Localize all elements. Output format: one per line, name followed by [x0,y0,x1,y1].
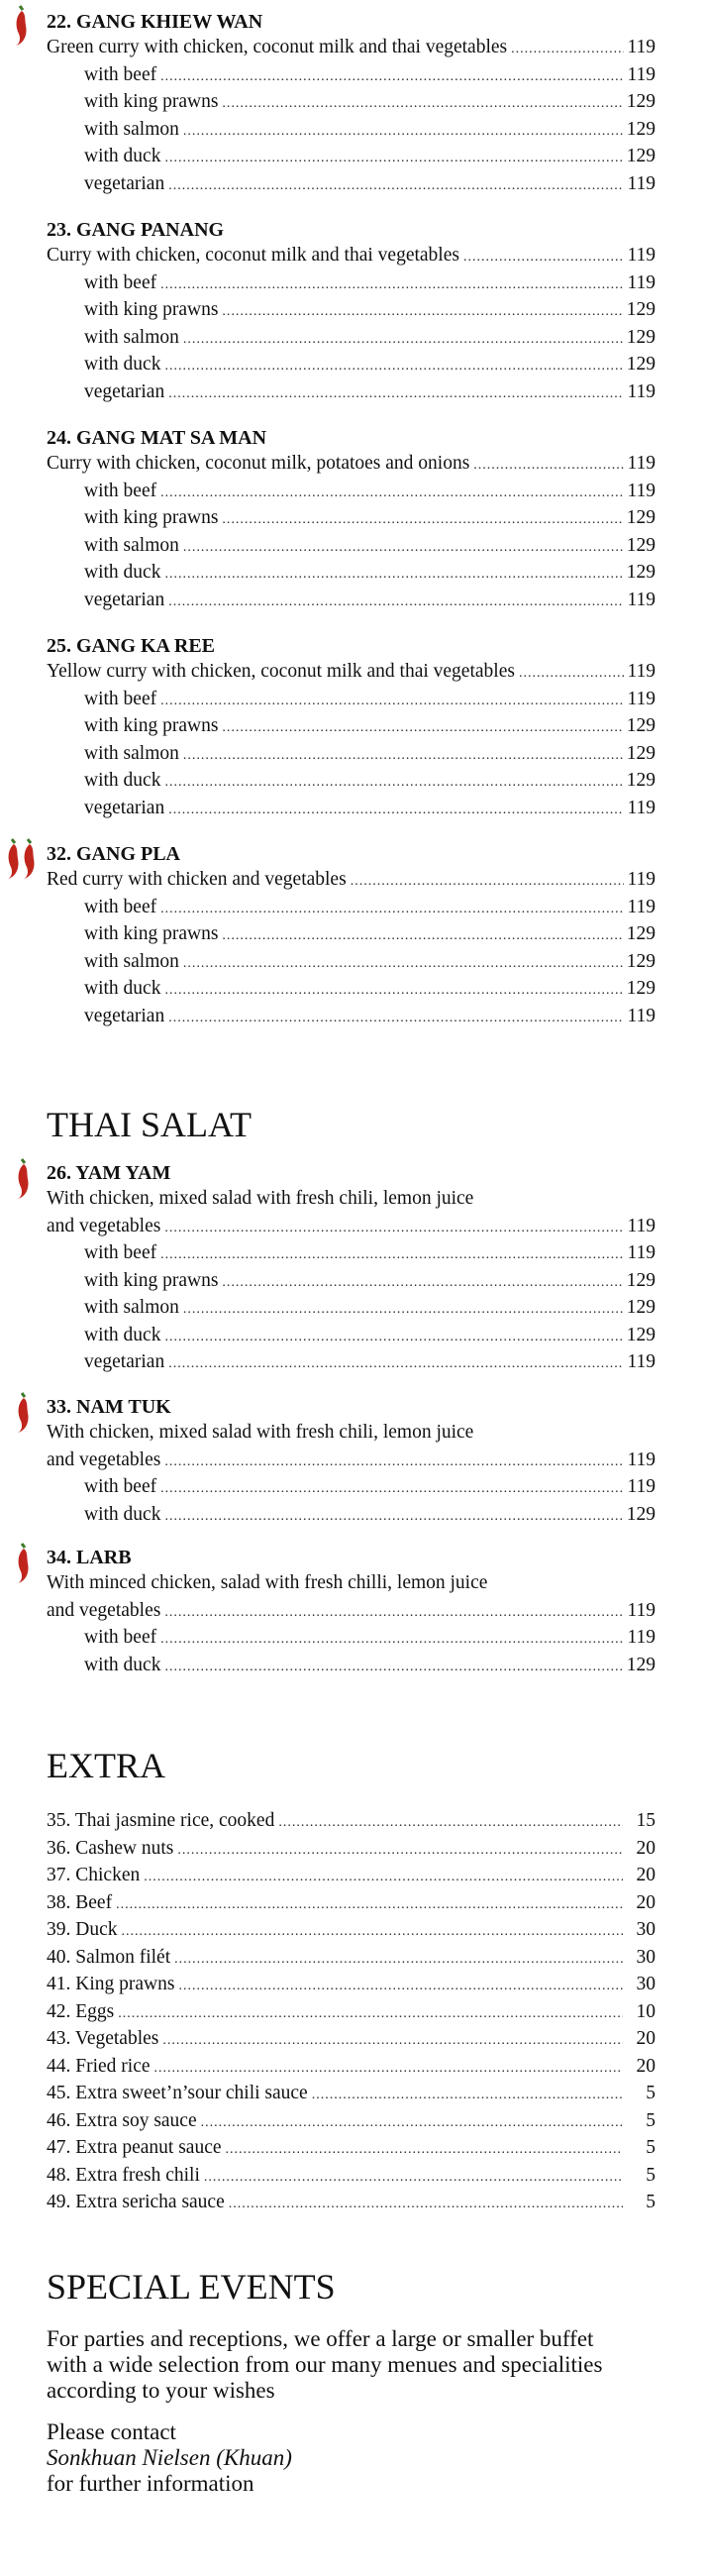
variant-label: with beef [84,1627,157,1648]
variant-label: with duck [84,770,161,791]
extra-item-price: 20 [636,2055,656,2077]
variant-price: 119 [627,271,656,293]
extra-item-label: 49. Extra sericha sauce [47,2192,225,2212]
dish-32 [47,842,656,1029]
variant-price: 129 [626,715,656,736]
extra-item-price: 5 [646,2192,656,2212]
variant-label: with salmon [84,118,179,140]
variant-label: with beef [84,1242,157,1263]
variant-price: 129 [626,299,656,320]
dish-description: Green curry with chicken, coconut milk and thai vegetables [47,37,508,57]
variant-row [47,559,656,587]
extra-item-row [47,2107,656,2135]
dish-description: Curry with chicken, coconut milk, potatoes and onions [47,453,470,474]
variant-label: vegetarian [84,1351,165,1372]
extra-item-label: 46. Extra soy sauce [47,2109,197,2131]
variant-price: 129 [626,742,656,764]
extra-item-label: 48. Extra fresh chili [47,2164,200,2186]
variant-row [47,1652,656,1679]
extra-item-label: 45. Extra sweet’n’sour chili sauce [47,2083,308,2103]
events-block [47,2326,621,2497]
variant-row [47,740,656,768]
variant-price: 129 [626,562,656,583]
variant-row [47,587,656,614]
variant-row [47,795,656,822]
variant-price: 129 [626,1297,656,1318]
dish-price: 119 [627,1215,656,1236]
variant-price: 129 [626,923,656,944]
events-text: For parties and receptions, we offer a large or smaller buffet with a wide selection from our many menues and specialities according to your wishes [47,2326,603,2403]
extra-item-label: 42. Eggs [47,2000,115,2022]
dish-price: 119 [627,453,656,474]
dish-main-row [47,866,656,894]
variant-label: with duck [84,146,161,166]
extra-item-label: 35. Thai jasmine rice, cooked [47,1810,275,1831]
dish-description: With minced chicken, salad with fresh chilli, lemon juice [47,1572,488,1593]
variant-label: vegetarian [84,172,165,194]
extra-item-row [47,2134,656,2162]
variant-price: 129 [626,1654,656,1675]
red-chili-pepper-icon [12,1542,32,1585]
dish-description: With chicken, mixed salad with fresh chili, lemon juice [47,1188,474,1209]
variant-price: 119 [627,797,656,818]
variant-row [47,532,656,560]
variant-row [47,478,656,505]
extra-item-row [47,1944,656,1972]
variant-row [47,143,656,170]
dish-title: 22. GANG KHIEW WAN [47,11,263,33]
extra-item-row [47,1971,656,1998]
variant-price: 119 [627,480,656,501]
variant-price: 129 [626,950,656,972]
dish-34 [47,1546,656,1678]
variant-row [47,324,656,352]
variant-label: with salmon [84,534,179,556]
variant-label: vegetarian [84,1005,165,1026]
dish-price: 119 [627,661,656,682]
variant-price: 129 [626,1269,656,1291]
variant-label: with duck [84,354,161,375]
variant-price: 129 [626,1503,656,1525]
variant-label: with duck [84,562,161,583]
variant-price: 129 [626,146,656,166]
variant-price: 129 [626,1324,656,1345]
extra-item-label: 43. Vegetables [47,2028,159,2049]
variant-row [47,1294,656,1322]
variant-price: 119 [627,1627,656,1648]
dish-title: 34. LARB [47,1547,132,1568]
extra-item-price: 20 [636,1865,656,1885]
dish-description-cont: and vegetables [47,1449,161,1470]
variant-row [47,975,656,1003]
extra-item-price: 15 [636,1810,656,1831]
dish-price: 119 [627,1599,656,1621]
extra-item-label: 37. Chicken [47,1865,141,1885]
red-chili-pepper-icon [12,1391,32,1435]
contact-name: Sonkhuan Nielsen (Khuan) [47,2445,292,2470]
red-chili-pepper-icon [12,1157,32,1201]
dish-title: 24. GANG MAT SA MAN [47,427,267,449]
variant-label: with beef [84,271,157,293]
extra-item-price: 20 [636,1891,656,1913]
extra-item-row [47,1998,656,2026]
variant-price: 129 [626,534,656,556]
dish-24 [47,426,656,613]
variant-price: 129 [626,507,656,528]
variant-row [47,1473,656,1501]
variant-row [47,378,656,406]
dish-main-row [47,1447,656,1474]
dish-description: Red curry with chicken and vegetables [47,869,347,890]
variant-row [47,88,656,116]
variant-price: 129 [626,91,656,112]
dish-description: Yellow curry with chicken, coconut milk and thai vegetables [47,661,515,682]
dish-price: 119 [627,1449,656,1470]
extra-item-row [47,2080,656,2107]
extra-item-label: 36. Cashew nuts [47,1837,174,1859]
variant-row [47,116,656,144]
extra-item-row [47,1889,656,1917]
extra-item-row [47,1835,656,1863]
dish-title: 26. YAM YAM [47,1162,171,1184]
variant-label: with king prawns [84,299,219,320]
variant-price: 119 [627,380,656,402]
extra-item-price: 5 [646,2137,656,2158]
variant-price: 119 [627,1242,656,1263]
variant-label: vegetarian [84,797,165,818]
variant-price: 129 [626,326,656,348]
variant-label: vegetarian [84,589,165,610]
red-chili-pepper-icon [18,837,38,881]
variant-label: with salmon [84,326,179,348]
extra-item-row [47,1862,656,1889]
extra-item-price: 30 [636,1919,656,1940]
dish-22 [47,10,656,197]
variant-price: 119 [627,688,656,709]
extra-item-row [47,1807,656,1835]
extra-item-label: 44. Fried rice [47,2055,151,2077]
variant-label: with beef [84,1476,157,1497]
variant-label: with king prawns [84,91,219,112]
dish-main-row [47,34,656,61]
variant-row [47,1322,656,1349]
extra-item-price: 5 [646,2164,656,2186]
variant-row [47,1624,656,1652]
dish-33 [47,1395,656,1528]
variant-label: with king prawns [84,923,219,944]
extra-item-price: 30 [636,1974,656,1994]
section-title-extra: EXTRA [47,1746,165,1785]
dish-main-row [47,242,656,269]
section-title-special-events: SPECIAL EVENTS [47,2267,336,2307]
variant-label: with duck [84,1503,161,1525]
extra-item-label: 39. Duck [47,1919,118,1940]
red-chili-pepper-icon [10,4,30,48]
variant-row [47,351,656,378]
extra-item-price: 5 [646,2109,656,2131]
dish-main-row [47,1213,656,1240]
extra-item-price: 20 [636,1837,656,1859]
variant-row [47,712,656,740]
variant-price: 129 [626,978,656,999]
variant-row [47,1003,656,1030]
variant-label: with beef [84,896,157,917]
variant-row [47,269,656,297]
dish-description: Curry with chicken, coconut milk and thai vegetables [47,245,459,266]
contact-after: for further information [47,2471,254,2496]
dish-23 [47,218,656,405]
variant-price: 119 [627,896,656,917]
extra-item-price: 5 [646,2083,656,2103]
variant-row [47,1267,656,1295]
variant-label: with duck [84,1324,161,1345]
variant-price: 119 [627,589,656,610]
variant-label: with salmon [84,1297,179,1318]
dish-main-row [47,1597,656,1625]
variant-row [47,948,656,976]
variant-label: with king prawns [84,1269,219,1291]
variant-label: vegetarian [84,380,165,402]
extra-item-label: 47. Extra peanut sauce [47,2137,222,2158]
dish-title: 32. GANG PLA [47,843,180,865]
extra-item-row [47,2025,656,2053]
variant-row [47,894,656,921]
variant-price: 129 [626,118,656,140]
variant-row [47,1348,656,1376]
variant-row [47,686,656,713]
dish-description: With chicken, mixed salad with fresh chili, lemon juice [47,1422,474,1443]
dish-price: 119 [627,245,656,266]
dish-main-row [47,450,656,478]
extra-item-label: 38. Beef [47,1891,113,1913]
extra-item-price: 30 [636,1946,656,1968]
variant-row [47,920,656,948]
extra-item-price: 20 [636,2028,656,2049]
extra-item-row [47,2162,656,2190]
variant-label: with duck [84,978,161,999]
variant-label: with beef [84,63,157,85]
extra-item-label: 40. Salmon filét [47,1946,171,1968]
extra-item-row [47,2189,656,2216]
dish-25 [47,634,656,821]
variant-row [47,296,656,324]
variant-row [47,61,656,89]
extra-item-row [47,2053,656,2081]
variant-price: 129 [626,354,656,375]
variant-row [47,504,656,532]
section-title-thai-salat: THAI SALAT [47,1105,252,1144]
dish-price: 119 [627,869,656,890]
dish-price: 119 [627,37,656,57]
variant-price: 119 [627,1005,656,1026]
dish-description-cont: and vegetables [47,1599,161,1621]
extra-item-row [47,1916,656,1944]
extra-item-label: 41. King prawns [47,1974,175,1994]
variant-label: with salmon [84,950,179,972]
variant-label: with beef [84,480,157,501]
contact-line: Please contact [47,2419,176,2444]
extra-item-price: 10 [636,2000,656,2022]
variant-row [47,767,656,795]
variant-row [47,1239,656,1267]
variant-row [47,1501,656,1529]
dish-title: 25. GANG KA REE [47,635,216,657]
extra-list [47,1807,656,2216]
variant-label: with king prawns [84,715,219,736]
dish-26 [47,1161,656,1376]
variant-price: 119 [627,172,656,194]
dish-main-row [47,658,656,686]
dish-description-cont: and vegetables [47,1215,161,1236]
variant-label: with salmon [84,742,179,764]
variant-price: 119 [627,1476,656,1497]
variant-price: 129 [626,770,656,791]
variant-label: with beef [84,688,157,709]
variant-price: 119 [627,1351,656,1372]
dish-title: 23. GANG PANANG [47,219,225,241]
variant-label: with duck [84,1654,161,1675]
variant-label: with king prawns [84,507,219,528]
variant-row [47,170,656,198]
dish-title: 33. NAM TUK [47,1396,171,1418]
variant-price: 119 [627,63,656,85]
